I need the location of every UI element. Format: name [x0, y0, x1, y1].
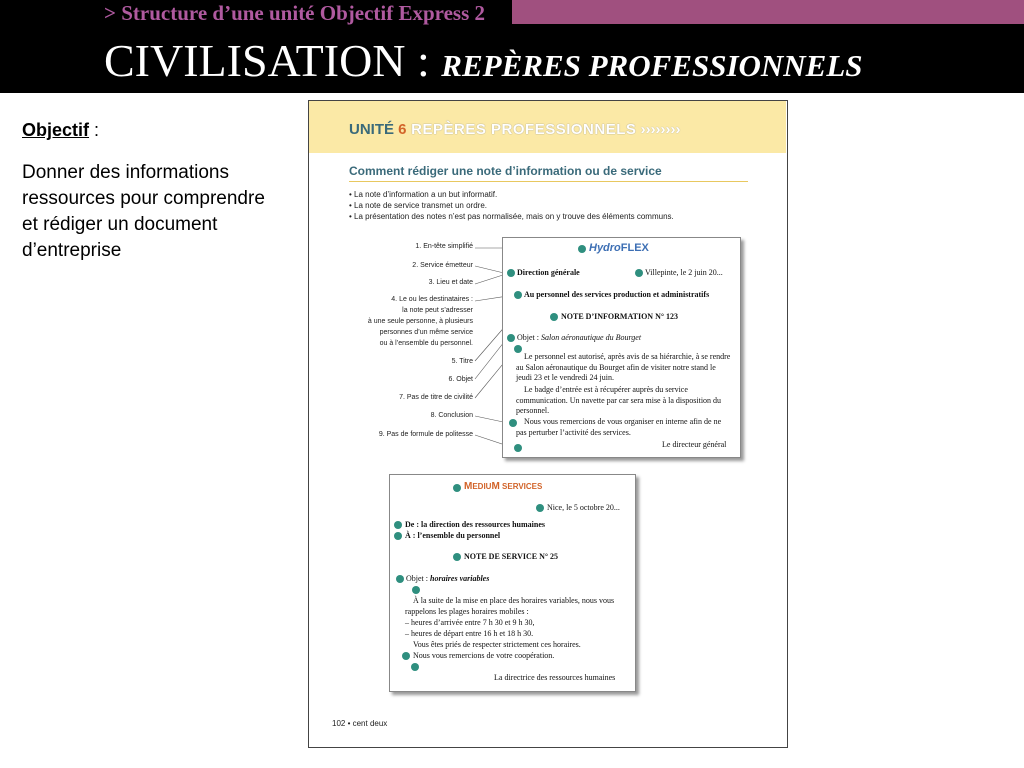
bullet-3: • La présentation des notes n’est pas normalisée, mais on y trouve des éléments communs.	[349, 212, 674, 221]
unit-heading: REPÈRES PROFESSIONNELS	[406, 121, 637, 138]
note1-body-1: Le personnel est autorisé, après avis de sa hiérarchie, à se rendre au Salon aéronautique du Bourget afin de visiter notre stand le jeudi 23 et le vendredi 24 juin.	[516, 352, 731, 383]
note2-line-2: – heures de départ entre 16 h et 18 h 30.	[405, 629, 534, 638]
note2-title: NOTE DE SERVICE N° 25	[464, 552, 559, 561]
label-3: 3. Lieu et date	[428, 279, 473, 286]
marker-3-icon	[635, 269, 643, 277]
marker-1-icon	[578, 245, 586, 253]
note1-signature: Le directeur général	[662, 440, 727, 449]
breadcrumb: > Structure d’une unité Objectif Express 2	[104, 1, 486, 25]
note1-object-value: Salon aéronautique du Bourget	[541, 333, 642, 342]
marker-4-icon	[514, 291, 522, 299]
marker-9-icon	[514, 444, 522, 452]
objective-label: Objectif	[22, 120, 90, 140]
label-1: 1. En-tête simplifié	[415, 243, 473, 250]
label-5: 5. Titre	[451, 358, 473, 365]
note1-body-3: Nous vous remercions de vous organiser en interne afin de ne pas perturber l’activité des services.	[516, 417, 722, 437]
marker-2b-icon	[394, 521, 402, 529]
marker-9b-icon	[411, 663, 419, 671]
hydroflex-logo-a: Hydro	[589, 242, 621, 254]
note1-emitter: Direction générale	[517, 268, 580, 277]
header-accent-strip	[512, 0, 1024, 24]
medium-logo-b: EDIU	[472, 482, 492, 491]
marker-5b-icon	[453, 553, 461, 561]
slide-title-italic: REPÈRES PROFESSIONNELS	[441, 48, 863, 83]
label-2: 2. Service émetteur	[412, 262, 473, 269]
label-6: 6. Objet	[448, 376, 473, 383]
note1-object-label: Objet :	[517, 333, 541, 342]
objective-text: Donner des informations ressources pour comprendre et rédiger un document d’entreprise	[22, 162, 265, 261]
marker-5-icon	[550, 313, 558, 321]
note2-from: De : la direction des ressources humaines	[405, 520, 545, 529]
note1-place-date: Villepinte, le 2 juin 20...	[645, 268, 723, 277]
objective-colon: :	[89, 120, 100, 140]
note1-recipients: Au personnel des services production et administratifs	[524, 290, 710, 299]
medium-logo-c: M	[491, 481, 500, 492]
note2-body-1: À la suite de la mise en place des horaires variables, nous vous rappelons les plages horaires mobiles :	[405, 596, 615, 616]
label-4-line-5: ou à l’ensemble du personnel.	[379, 340, 473, 347]
label-8: 8. Conclusion	[430, 412, 473, 419]
label-4-line-4: personnes d’un même service	[379, 329, 473, 336]
medium-logo-d: SERVICES	[499, 482, 543, 491]
slide-title	[104, 34, 863, 87]
medium-services-logo	[464, 481, 542, 492]
label-4-line-3: à une seule personne, à plusieurs	[367, 318, 473, 325]
medium-logo-a: M	[464, 481, 473, 492]
label-7: 7. Pas de titre de civilité	[399, 394, 473, 401]
label-9: 9. Pas de formule de politesse	[378, 431, 473, 438]
note1-body-2: Le badge d’entrée est à récupérer auprès du service communication. Un navette par car sera mise à la disposition du personnel.	[516, 385, 722, 416]
bullet-2: • La note de service transmet un ordre.	[349, 201, 487, 210]
subtitle-rule	[349, 181, 748, 182]
unit-title	[349, 121, 681, 138]
label-4: 4. Le ou les destinataires :	[391, 296, 473, 303]
note2-place-date: Nice, le 5 octobre 20...	[547, 503, 620, 512]
note2-body-3: Nous vous remercions de votre coopération.	[413, 651, 555, 660]
objective-heading	[22, 120, 99, 141]
marker-4b-icon	[394, 532, 402, 540]
marker-6-icon	[507, 334, 515, 342]
hydroflex-logo-b: FLEX	[620, 242, 649, 254]
note2-to: À : l’ensemble du personnel	[405, 531, 501, 540]
marker-2-icon	[507, 269, 515, 277]
note2-body-2: Vous êtes priés de respecter strictement ces horaires.	[413, 640, 581, 649]
marker-1b-icon	[453, 484, 461, 492]
note2-object	[406, 574, 489, 583]
marker-6b-icon	[396, 575, 404, 583]
note1-object	[517, 333, 641, 342]
marker-8b-icon	[402, 652, 410, 660]
bullet-1: • La note d’information a un but informatif.	[349, 190, 498, 199]
marker-7b-icon	[412, 586, 420, 594]
page-footer: 102 • cent deux	[332, 719, 388, 728]
unit-number: 6	[398, 121, 407, 138]
note2-signature: La directrice des ressources humaines	[494, 673, 616, 682]
slide-title-main: CIVILISATION :	[104, 35, 442, 86]
note2-object-label: Objet :	[406, 574, 430, 583]
note1-title: NOTE D’INFORMATION N° 123	[561, 312, 679, 321]
marker-3b-icon	[536, 504, 544, 512]
hydroflex-logo	[589, 242, 649, 254]
unit-arrows: ››››››››	[636, 121, 681, 138]
note2-object-value: horaires variables	[430, 574, 490, 583]
unit-label: UNITÉ	[349, 121, 399, 138]
page-subtitle: Comment rédiger une note d’information ou de service	[349, 164, 662, 178]
note2-line-1: – heures d’arrivée entre 7 h 30 et 9 h 30,	[405, 618, 535, 627]
label-4-line-2: la note peut s’adresser	[402, 307, 473, 314]
